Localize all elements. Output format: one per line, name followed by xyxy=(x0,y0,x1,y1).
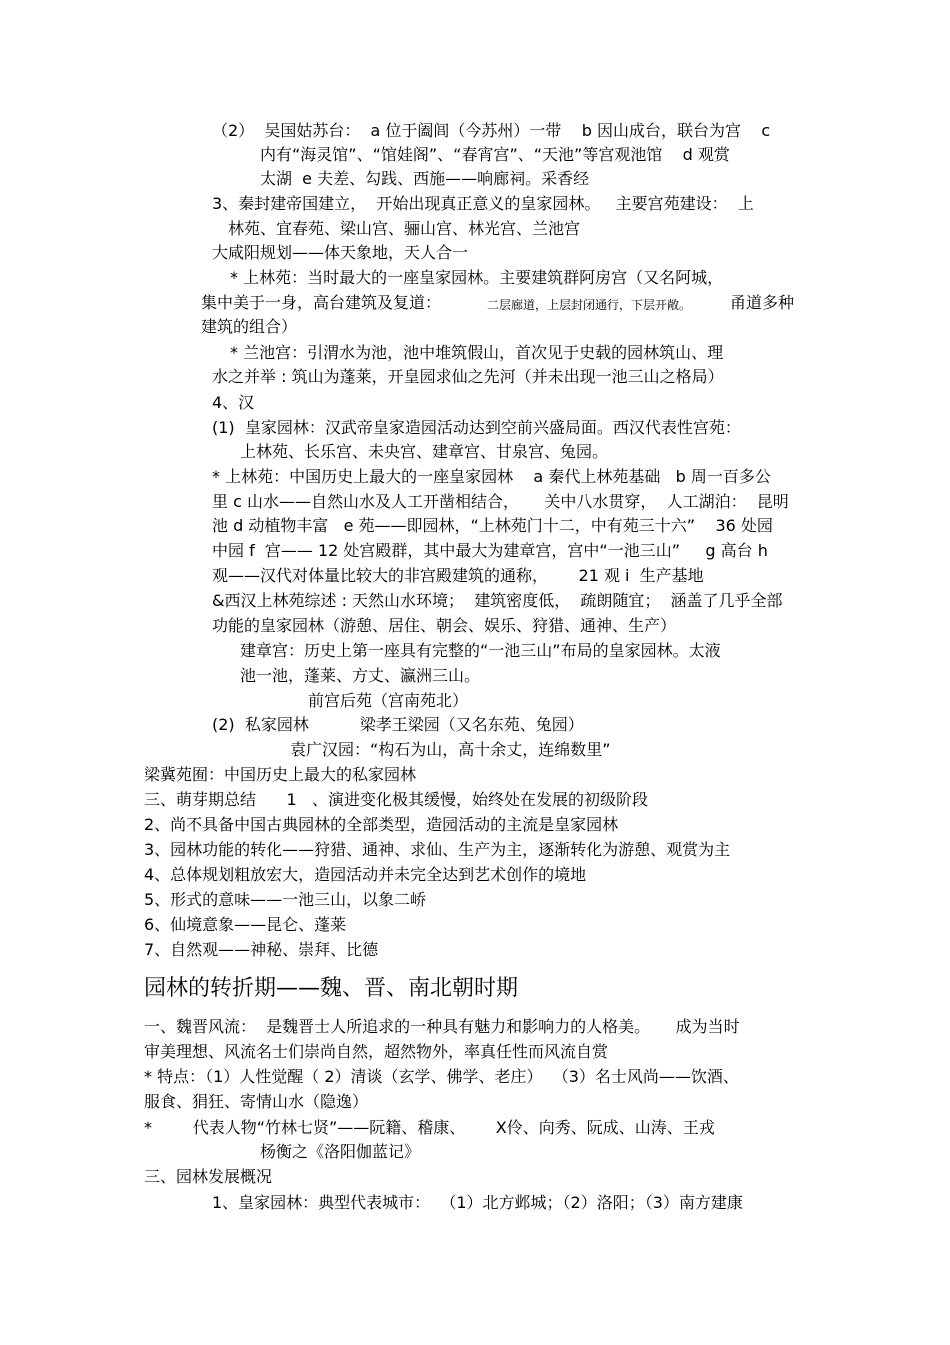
text-line: 6、仙境意象——昆仑、蓬莱 xyxy=(144,915,347,934)
text-line: (2) 私家园林 梁孝王梁园（又名东苑、兔园） xyxy=(212,715,584,734)
text-line: 2、尚不具备中国古典园林的全部类型，造园活动的主流是皇家园林 xyxy=(144,815,619,834)
text-line: 3、园林功能的转化——狩猎、通神、求仙、生产为主，逐渐转化为游憩、观赏为主 xyxy=(144,840,731,859)
text-line: * 兰池宫：引渭水为池，池中堆筑假山，首次见于史载的园林筑山、理 xyxy=(230,343,724,362)
text-line: 三、萌芽期总结 1 、演进变化极其缓慢，始终处在发展的初级阶段 xyxy=(144,790,648,809)
text-line: 5、形式的意味——一池三山，以象二峤 xyxy=(144,890,427,909)
text-line: 前宫后苑（宫南苑北） xyxy=(308,691,469,710)
text-line: 功能的皇家园林（游憩、居住、朝会、娱乐、狩猎、通神、生产） xyxy=(212,616,677,635)
text-line: 三、园林发展概况 xyxy=(144,1167,273,1186)
text-line: 审美理想、风流名士们崇尚自然，超然物外，率真任性而风流自赏 xyxy=(144,1042,609,1061)
text-line: 建筑的组合） xyxy=(201,317,298,336)
text-line: 袁广汉园：“构石为山，高十余丈，连绵数里” xyxy=(290,740,611,759)
text-line: 池一池，蓬莱、方丈、瀛洲三山。 xyxy=(240,666,481,685)
text-line: &西汉上林苑综述 : 天然山水环境； 建筑密度低， 疏朗随宜； 涵盖了几乎全部 xyxy=(212,591,783,610)
text-line: 杨衡之《洛阳伽蓝记》 xyxy=(260,1142,421,1161)
text-line: 大咸阳规划——体天象地，天人合一 xyxy=(212,243,469,262)
text-line: 3、秦封建帝国建立， 开始出现真正意义的皇家园林。 主要宫苑建设： 上 xyxy=(212,194,754,213)
text-line: 梁冀苑囿：中国历史上最大的私家园林 xyxy=(144,765,417,784)
text-line: 1、皇家园林：典型代表城市： （1）北方邺城；（2）洛阳；（3）南方建康 xyxy=(212,1193,743,1212)
text-line: * 上林苑：中国历史上最大的一座皇家园林 a 秦代上林苑基础 b 周一百多公 xyxy=(212,467,771,486)
text-line: 7、自然观——神秘、崇拜、比德 xyxy=(144,940,379,959)
text-line: 集中美于一身，高台建筑及复道： xyxy=(201,293,442,312)
text-line: 林苑、宜春苑、梁山宫、骊山宫、林光宫、兰池宫 xyxy=(228,219,581,238)
text-line: （2） 吴国姑苏台： a 位于阖闾（今苏州）一带 b 因山成台，联台为宫 c xyxy=(212,121,771,140)
text-line-small: 二层廊道，上层封闭通行，下层开敞。 xyxy=(487,298,692,312)
text-line: 内有“海灵馆”、“馆娃阁”、“春宵宫”、“天池”等宫观池馆 d 观赏 xyxy=(260,145,730,164)
text-line: 上林苑、长乐宫、未央宫、建章宫、甘泉宫、兔园。 xyxy=(240,442,609,461)
text-line: 水之并举 : 筑山为蓬莱，开皇园求仙之先河（并未出现一池三山之格局） xyxy=(212,367,724,386)
text-line: 4、汉 xyxy=(212,393,255,412)
text-line: 太湖 e 夫差、勾践、西施——响廊祠。采香经 xyxy=(260,169,590,188)
text-line: 服食、狷狂、寄情山水（隐逸） xyxy=(144,1092,369,1111)
text-line: 一、魏晋风流： 是魏晋士人所追求的一种具有魅力和影响力的人格美。 成为当时 xyxy=(144,1017,740,1036)
text-line: 中园 f 宫—— 12 处宫殿群，其中最大为建章宫，宫中“一池三山” g 高台 h xyxy=(212,541,768,560)
text-line: 甬道多种 xyxy=(730,293,795,312)
text-line: 里 c 山水——自然山水及人工开凿相结合， 关中八水贯穿， 人工湖泊： 昆明 xyxy=(212,492,789,511)
text-line: 观——汉代对体量比较大的非宫殿建筑的通称， 21 观 i 生产基地 xyxy=(212,566,704,585)
text-line: 池 d 动植物丰富 e 苑——即园林，“上林苑门十二，中有苑三十六” 36 处园 xyxy=(212,516,773,535)
text-line: * 代表人物“竹林七贤”——阮籍、稽康、 X伶、向秀、阮成、山涛、王戎 xyxy=(144,1118,715,1137)
text-line: * 上林苑：当时最大的一座皇家园林。主要建筑群阿房宫（又名阿城， xyxy=(230,268,724,287)
text-line: (1) 皇家园林：汉武帝皇家造园活动达到空前兴盛局面。西汉代表性宫苑： xyxy=(212,418,741,437)
text-line: * 特点：（1）人性觉醒（ 2）清谈（玄学、佛学、老庄） （3）名士风尚——饮酒、 xyxy=(144,1067,739,1086)
text-line: 建章宫：历史上第一座具有完整的“一池三山”布局的皇家园林。太液 xyxy=(240,641,721,660)
section-heading: 园林的转折期——魏、晋、南北朝时期 xyxy=(144,976,519,1001)
text-line: 4、总体规划粗放宏大，造园活动并未完全达到艺术创作的境地 xyxy=(144,865,587,884)
